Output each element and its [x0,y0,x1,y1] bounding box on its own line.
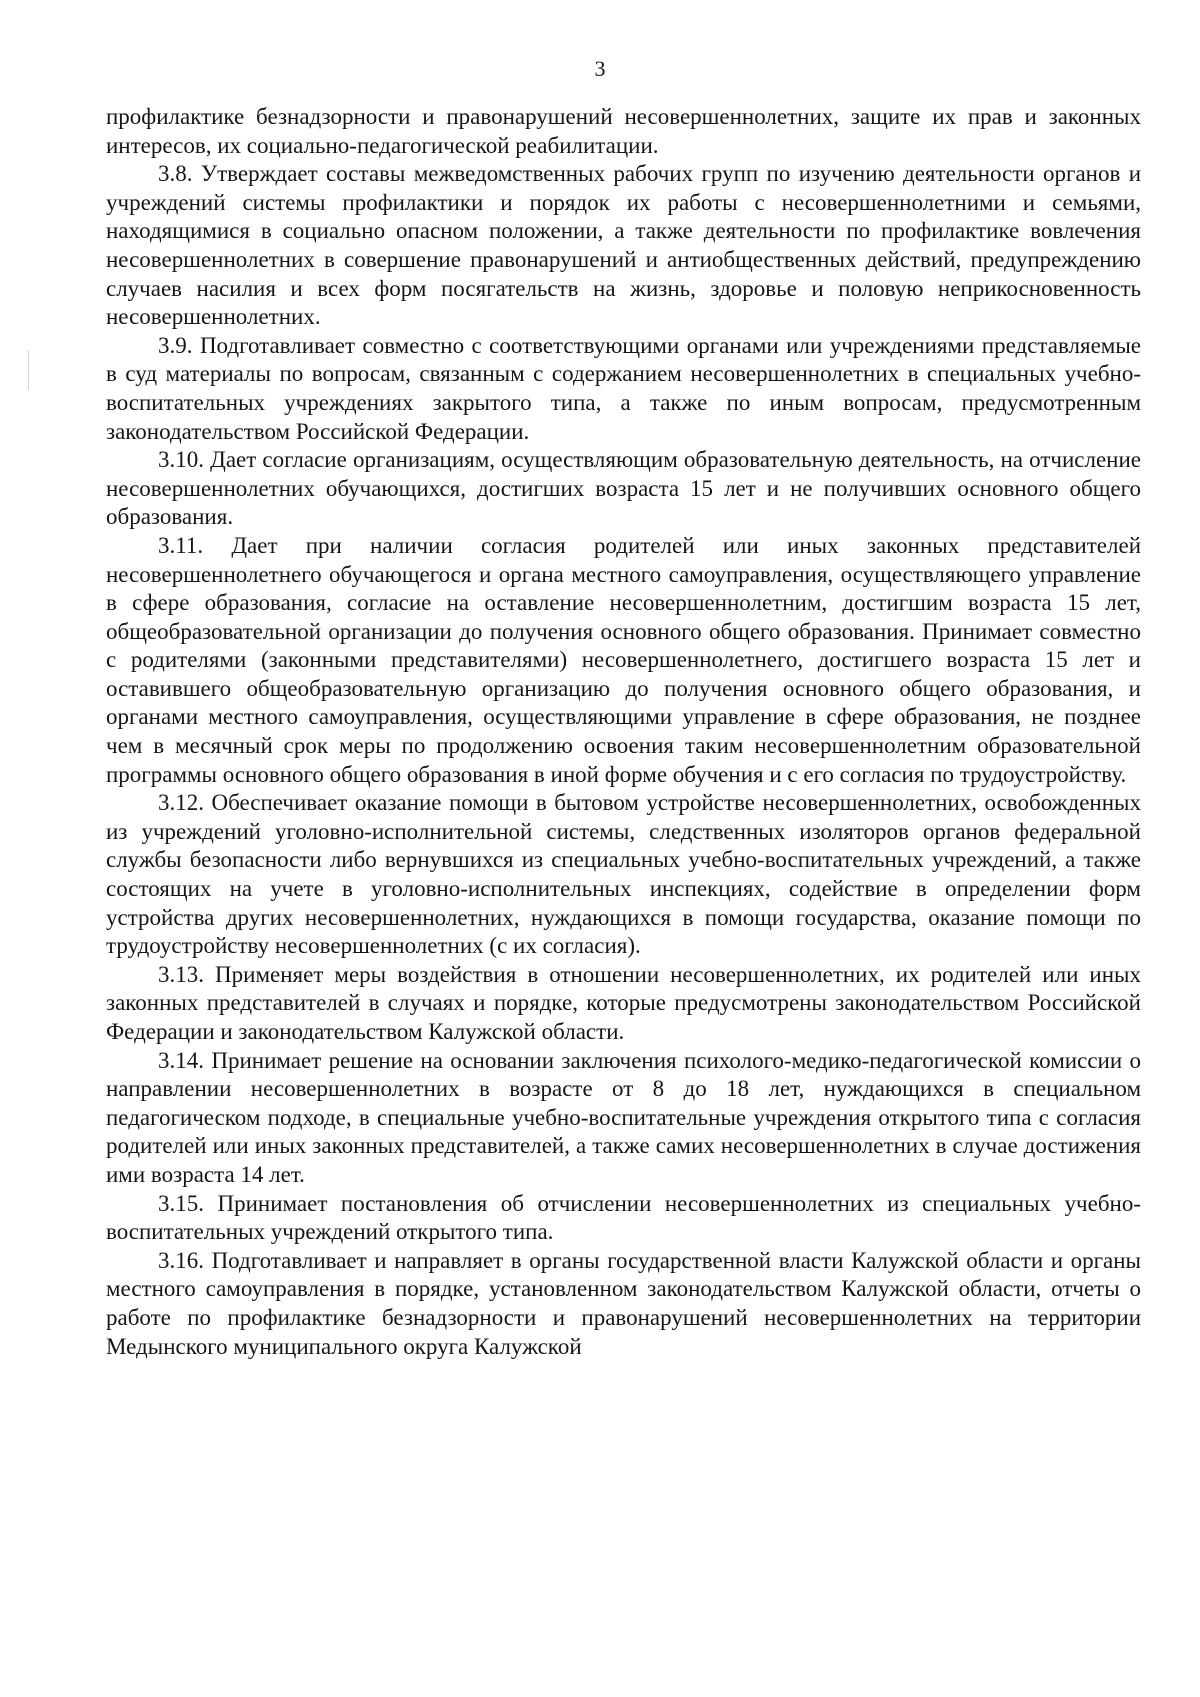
paragraph-3-15: 3.15. Принимает постановления об отчислении несовершеннолетних из специальных учебно-воспитательных учреждений открытого типа. [106,1190,1141,1245]
document-body [106,103,1141,1361]
paragraph-continuation: профилактике безнадзорности и правонарушений несовершеннолетних, защите их прав и законных интересов, их социально-педагогической реабилитации. [106,104,1141,158]
paragraph-3-10: 3.10. Дает согласие организациям, осуществляющим образовательную деятельность, на отчисление несовершеннолетних обучающихся, достигших возраста 15 лет и не получивших основного общего образования. [106,447,1141,530]
paragraph-3-8: 3.8. Утверждает составы межведомственных рабочих групп по изучению деятельности органов и учреждений системы профилактики и порядок их работы с несовершеннолетними и семьями, находящимися в социально опасном положении, а также деятельности по профилактике вовлечения несовершеннолетних в совершение правонарушений и антиобщественных действий, предупреждению случаев насилия и всех форм посягательств на жизнь, здоровье и половую неприкосновенность несовершеннолетних. [106,161,1141,330]
paragraph-3-14: 3.14. Принимает решение на основании заключения психолого-медико-педагогической комиссии о направлении несовершеннолетних в возрасте от 8 до 18 лет, нуждающихся в специальном педагогическом подходе, в специальные учебно-воспитательные учреждения открытого типа с согласия родителей или иных законных представителей, а также самих несовершеннолетних в случае достижения ими возраста 14 лет. [106,1047,1141,1187]
paragraph-3-13: 3.13. Применяет меры воздействия в отношении несовершеннолетних, их родителей или иных законных представителей в случаях и порядке, которые предусмотрены законодательством Российской Федерации и законодательством Калужской области. [106,961,1141,1044]
paragraph-3-12: 3.12. Обеспечивает оказание помощи в бытовом устройстве несовершеннолетних, освобожденных из учреждений уголовно-исполнительной системы, следственных изоляторов органов федеральной службы безопасности либо вернувшихся из специальных учебно-воспитательных учреждений, а также состоящих на учете в уголовно-исполнительных инспекциях, содействие в определении форм устройства других несовершеннолетних, нуждающихся в помощи государства, оказание помощи по трудоустройству несовершеннолетних (с их согласия). [106,790,1141,959]
paragraph-3-11: 3.11. Дает при наличии согласия родителей или иных законных представителей несовершеннолетнего обучающегося и органа местного самоуправления, осуществляющего управление в сфере образования, согласие на оставление несовершеннолетним, достигшим возраста 15 лет, общеобразовательной организации до получения основного общего образования. Принимает совместно с родителями (законными представителями) несовершеннолетнего, достигшего возраста 15 лет и оставившего общеобразовательную организацию до получения основного общего образования, и органами местного самоуправления, осуществляющими управление в сфере образования, не позднее чем в месячный срок меры по продолжению освоения таким несовершеннолетним образовательной программы основного общего образования в иной форме обучения и с его согласия по трудоустройству. [106,532,1141,787]
paragraph-3-9: 3.9. Подготавливает совместно с соответствующими органами или учреждениями представляемые в суд материалы по вопросам, связанным с содержанием несовершеннолетних в специальных учебно-воспитательных учреждениях закрытого типа, а также по иным вопросам, предусмотренным законодательством Российской Федерации. [106,332,1141,444]
scan-margin-mark [28,350,29,390]
page-number: 3 [594,56,606,81]
paragraph-3-16: 3.16. Подготавливает и направляет в органы государственной власти Калужской области и органы местного самоуправления в порядке, установленном законодательством Калужской области, отчеты о работе по профилактике безнадзорности и правонарушений несовершеннолетних на территории Медынского муниципального округа Калужской [106,1247,1141,1359]
